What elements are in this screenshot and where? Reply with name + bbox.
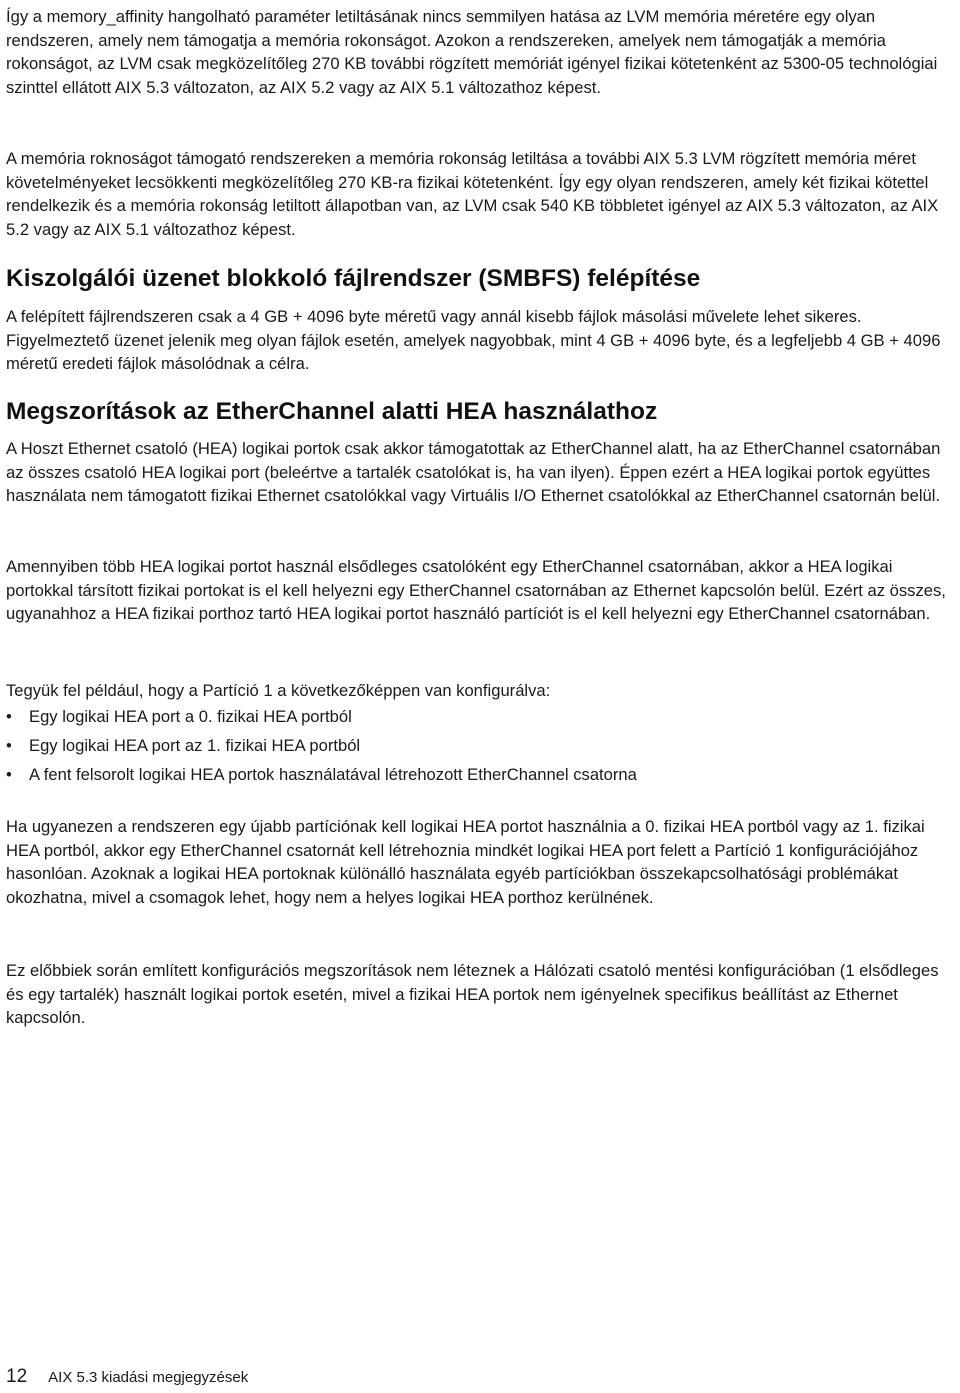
etherchannel-section-heading: Megszorítások az EtherChannel alatti HEA használathoz: [6, 398, 658, 425]
list-item: [6, 705, 637, 729]
etherchannel-paragraph-4: Ha ugyanezen a rendszeren egy újabb partíciónak kell logikai HEA portot használnia a 0. fizikai HEA portból vagy az 1. fizikai HEA portból, akkor egy EtherChannel csatornát kell létrehoznia mindkét logikai HEA port felett a Partíció 1 konfigurációjához hasonlóan. Azoknak a logikai HEA portoknak különálló használata egyéb partíciókban összekapcsolhatósági problémákat okozhatna, mivel a csomagok lehet, hogy nem a helyes logikai HEA porthoz kerülnének.: [6, 817, 925, 907]
page-footer: [6, 1366, 248, 1388]
list-item-text: Egy logikai HEA port az 1. fizikai HEA portból: [29, 736, 361, 755]
etherchannel-paragraph-5: Ez előbbiek során említett konfigurációs megszorítások nem léteznek a Hálózati csatoló mentési konfigurációban (1 elsődleges és egy tartalék) használt logikai portok esetén, mivel a fizikai HEA portok nem igényelnek specifikus beállítást az Ethernet kapcsolón.: [6, 961, 939, 1027]
intro-paragraph-2: A memória roknoságot támogató rendszereken a memória rokonság letiltása a további AIX 5.3 LVM rögzített memória méret követelményeket lecsökkenti megközelítőleg 270 KB-ra fizikai kötetenként. Így egy olyan rendszeren, amely két fizikai kötettel rendelkezik és a memória rokonság letiltott állapotban van, az LVM csak 540 KB többletet igényel az AIX 5.3 változaton, az AIX 5.2 vagy az AIX 5.1 változathoz képest.: [6, 149, 939, 239]
list-item: [6, 763, 637, 787]
smbfs-section-heading: Kiszolgálói üzenet blokkoló fájlrendszer (SMBFS) felépítése: [6, 265, 701, 292]
list-item-text: Egy logikai HEA port a 0. fizikai HEA portból: [29, 707, 352, 726]
list-item: [6, 734, 637, 758]
intro-paragraph-1: Így a memory_affinity hangolható paraméter letiltásának nincs semmilyen hatása az LVM memória méretére egy olyan rendszeren, amely nem támogatja a memória rokonságot. Azokon a rendszereken, amelyek nem támogatják a memória rokonságot, az LVM csak megközelítőleg 270 KB további rögzített memóriát igényel fizikai kötetenként az 5300-05 technológiai szinttel ellátott AIX 5.3 változaton, az AIX 5.2 vagy az AIX 5.1 változathoz képest.: [6, 7, 938, 97]
smbfs-paragraph: A felépített fájlrendszeren csak a 4 GB + 4096 byte méretű vagy annál kisebb fájlok másolási művelete lehet sikeres. Figyelmeztető üzenet jelenik meg olyan fájlok esetén, amelyek nagyobbak, mint 4 GB + 4096 byte, és a legfeljebb 4 GB + 4096 méretű eredeti fájlok másolódnak a célra.: [6, 307, 941, 373]
bullet-icon: •: [6, 707, 12, 726]
etherchannel-paragraph-1: A Hoszt Ethernet csatoló (HEA) logikai portok csak akkor támogatottak az EtherChannel alatt, ha az EtherChannel csatornában az összes csatoló HEA logikai port (beleértve a tartalék csatolókat is, ha van ilyen). Éppen ezért a HEA logikai portok együttes használata nem támogatott fizikai Ethernet csatolókkal vagy Virtuális I/O Ethernet csatolókkal az EtherChannel csatornán belül.: [6, 439, 941, 505]
bullet-icon: •: [6, 765, 12, 784]
page-number: 12: [6, 1366, 28, 1387]
list-item-text: A fent felsorolt logikai HEA portok használatával létrehozott EtherChannel csatorna: [29, 765, 637, 784]
etherchannel-example-intro: Tegyük fel például, hogy a Partíció 1 a következőképpen van konfigurálva:: [6, 681, 551, 700]
etherchannel-paragraph-2: Amennyiben több HEA logikai portot használ elsődleges csatolóként egy EtherChannel csatornában, akkor a HEA logikai portokkal társított fizikai portokat is el kell helyezni egy EtherChannel csatornában az Ethernet kapcsolón belül. Ezért az összes, ugyanahhoz a HEA fizikai porthoz tartó HEA logikai portot használó partíciót is el kell helyezni egy EtherChannel csatornában.: [6, 557, 946, 623]
partition-config-list: [6, 705, 637, 792]
bullet-icon: •: [6, 736, 12, 755]
document-title: AIX 5.3 kiadási megjegyzések: [48, 1369, 249, 1386]
